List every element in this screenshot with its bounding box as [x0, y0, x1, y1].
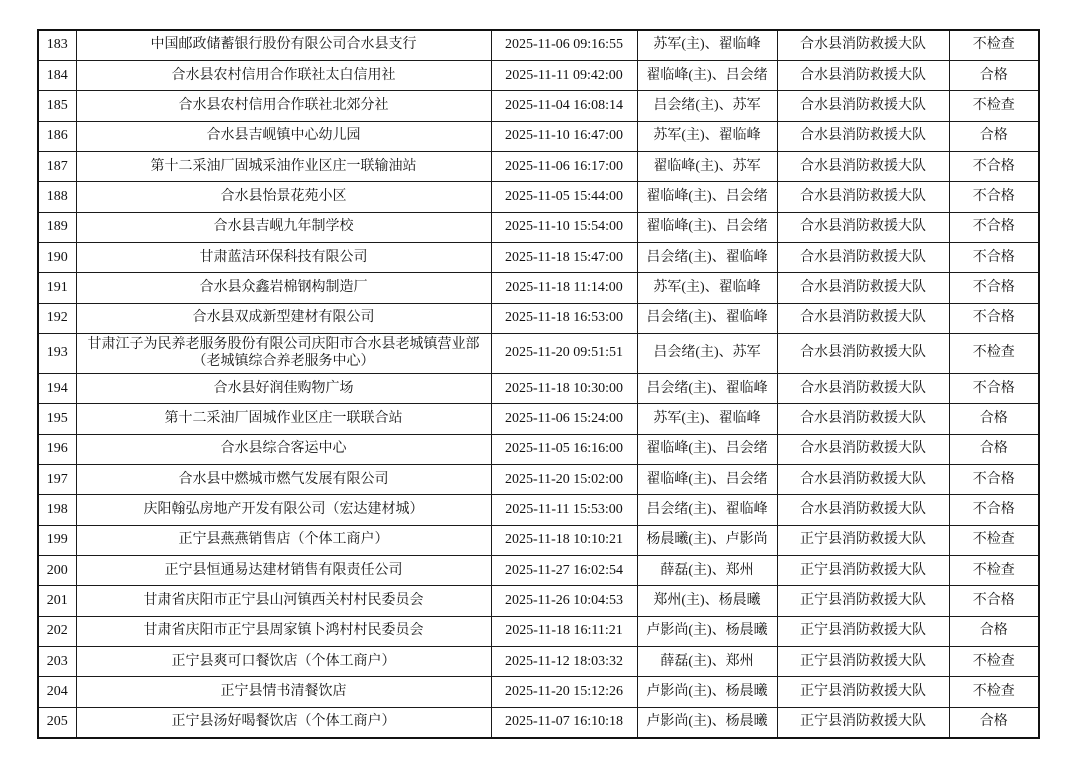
inspection-result-cell: 不合格: [949, 242, 1039, 272]
unit-name-cell: 合水县众鑫岩棉钢构制造厂: [76, 273, 491, 303]
inspectors-cell: 吕会绪(主)、翟临峰: [637, 495, 777, 525]
inspection-result-cell: 不合格: [949, 212, 1039, 242]
inspectors-cell: 吕会绪(主)、翟临峰: [637, 303, 777, 333]
table-row: [38, 464, 1039, 494]
inspection-result-cell: 不合格: [949, 495, 1039, 525]
inspection-time-cell: 2025-11-27 16:02:54: [491, 556, 637, 586]
inspection-result-cell: 不检查: [949, 677, 1039, 707]
row-number-cell: 201: [38, 586, 76, 616]
unit-name-cell: 庆阳翰弘房地产开发有限公司（宏达建材城）: [76, 495, 491, 525]
table-row: [38, 182, 1039, 212]
fire-brigade-cell: 合水县消防救援大队: [777, 464, 949, 494]
inspection-time-cell: 2025-11-06 09:16:55: [491, 30, 637, 60]
inspection-result-cell: 合格: [949, 60, 1039, 90]
inspection-result-cell: 不合格: [949, 182, 1039, 212]
inspectors-cell: 吕会绪(主)、翟临峰: [637, 373, 777, 403]
unit-name-cell: 合水县农村信用合作联社太白信用社: [76, 60, 491, 90]
inspection-time-cell: 2025-11-05 15:44:00: [491, 182, 637, 212]
table-row: [38, 273, 1039, 303]
inspection-result-cell: 不检查: [949, 333, 1039, 373]
fire-brigade-cell: 合水县消防救援大队: [777, 30, 949, 60]
inspectors-cell: 苏军(主)、翟临峰: [637, 273, 777, 303]
inspection-result-cell: 不合格: [949, 303, 1039, 333]
row-number-cell: 197: [38, 464, 76, 494]
row-number-cell: 195: [38, 404, 76, 434]
inspectors-cell: 郑州(主)、杨晨曦: [637, 586, 777, 616]
unit-name-cell: 合水县中燃城市燃气发展有限公司: [76, 464, 491, 494]
row-number-cell: 184: [38, 60, 76, 90]
fire-brigade-cell: 合水县消防救援大队: [777, 434, 949, 464]
unit-name-cell: 中国邮政储蓄银行股份有限公司合水县支行: [76, 30, 491, 60]
row-number-cell: 190: [38, 242, 76, 272]
unit-name-cell: 合水县综合客运中心: [76, 434, 491, 464]
row-number-cell: 183: [38, 30, 76, 60]
inspectors-cell: 薛磊(主)、郑州: [637, 556, 777, 586]
fire-brigade-cell: 正宁县消防救援大队: [777, 707, 949, 737]
inspection-result-cell: 合格: [949, 616, 1039, 646]
fire-brigade-cell: 正宁县消防救援大队: [777, 616, 949, 646]
fire-brigade-cell: 合水县消防救援大队: [777, 212, 949, 242]
inspection-time-cell: 2025-11-26 10:04:53: [491, 586, 637, 616]
table-row: [38, 303, 1039, 333]
row-number-cell: 185: [38, 91, 76, 121]
table-row: [38, 121, 1039, 151]
fire-brigade-cell: 合水县消防救援大队: [777, 303, 949, 333]
row-number-cell: 189: [38, 212, 76, 242]
inspectors-cell: 吕会绪(主)、翟临峰: [637, 242, 777, 272]
inspectors-cell: 翟临峰(主)、吕会绪: [637, 182, 777, 212]
row-number-cell: 192: [38, 303, 76, 333]
row-number-cell: 196: [38, 434, 76, 464]
unit-name-cell: 第十二采油厂固城采油作业区庄一联输油站: [76, 151, 491, 181]
row-number-cell: 198: [38, 495, 76, 525]
inspection-time-cell: 2025-11-20 15:02:00: [491, 464, 637, 494]
unit-name-cell: 甘肃省庆阳市正宁县山河镇西关村村民委员会: [76, 586, 491, 616]
inspection-time-cell: 2025-11-18 15:47:00: [491, 242, 637, 272]
inspectors-cell: 杨晨曦(主)、卢影尚: [637, 525, 777, 555]
inspection-time-cell: 2025-11-10 15:54:00: [491, 212, 637, 242]
table-row: [38, 556, 1039, 586]
inspectors-cell: 苏军(主)、翟临峰: [637, 121, 777, 151]
inspection-time-cell: 2025-11-04 16:08:14: [491, 91, 637, 121]
row-number-cell: 186: [38, 121, 76, 151]
unit-name-cell: 合水县好润佳购物广场: [76, 373, 491, 403]
table-row: [38, 333, 1039, 373]
row-number-cell: 204: [38, 677, 76, 707]
fire-brigade-cell: 合水县消防救援大队: [777, 151, 949, 181]
inspectors-cell: 翟临峰(主)、吕会绪: [637, 464, 777, 494]
table-row: [38, 60, 1039, 90]
inspectors-cell: 卢影尚(主)、杨晨曦: [637, 707, 777, 737]
fire-brigade-cell: 合水县消防救援大队: [777, 91, 949, 121]
unit-name-cell: 甘肃蓝洁环保科技有限公司: [76, 242, 491, 272]
row-number-cell: 205: [38, 707, 76, 737]
inspection-time-cell: 2025-11-18 16:53:00: [491, 303, 637, 333]
row-number-cell: 199: [38, 525, 76, 555]
inspection-time-cell: 2025-11-18 10:30:00: [491, 373, 637, 403]
unit-name-cell: 正宁县燕燕销售店（个体工商户）: [76, 525, 491, 555]
fire-brigade-cell: 合水县消防救援大队: [777, 121, 949, 151]
inspection-time-cell: 2025-11-06 15:24:00: [491, 404, 637, 434]
fire-brigade-cell: 正宁县消防救援大队: [777, 677, 949, 707]
unit-name-cell: 正宁县汤好喝餐饮店（个体工商户）: [76, 707, 491, 737]
inspectors-cell: 翟临峰(主)、吕会绪: [637, 60, 777, 90]
unit-name-cell: 合水县吉岘九年制学校: [76, 212, 491, 242]
fire-brigade-cell: 合水县消防救援大队: [777, 273, 949, 303]
fire-brigade-cell: 合水县消防救援大队: [777, 495, 949, 525]
unit-name-cell: 合水县双成新型建材有限公司: [76, 303, 491, 333]
fire-brigade-cell: 合水县消防救援大队: [777, 333, 949, 373]
inspection-time-cell: 2025-11-18 10:10:21: [491, 525, 637, 555]
fire-brigade-cell: 正宁县消防救援大队: [777, 647, 949, 677]
unit-name-cell: 合水县吉岘镇中心幼儿园: [76, 121, 491, 151]
inspection-time-cell: 2025-11-20 09:51:51: [491, 333, 637, 373]
inspection-result-cell: 不检查: [949, 30, 1039, 60]
inspectors-cell: 苏军(主)、翟临峰: [637, 30, 777, 60]
fire-brigade-cell: 正宁县消防救援大队: [777, 556, 949, 586]
inspection-result-cell: 不合格: [949, 273, 1039, 303]
inspection-result-cell: 不检查: [949, 647, 1039, 677]
inspection-time-cell: 2025-11-07 16:10:18: [491, 707, 637, 737]
unit-name-cell: 合水县怡景花苑小区: [76, 182, 491, 212]
table-row: [38, 373, 1039, 403]
inspection-result-cell: 不合格: [949, 464, 1039, 494]
unit-name-cell: 甘肃江子为民养老服务股份有限公司庆阳市合水县老城镇营业部 （老城镇综合养老服务中心）: [76, 333, 491, 373]
fire-brigade-cell: 合水县消防救援大队: [777, 404, 949, 434]
row-number-cell: 200: [38, 556, 76, 586]
inspection-result-cell: 合格: [949, 121, 1039, 151]
inspection-result-cell: 合格: [949, 707, 1039, 737]
unit-name-cell: 正宁县恒通易达建材销售有限责任公司: [76, 556, 491, 586]
inspectors-cell: 翟临峰(主)、苏军: [637, 151, 777, 181]
inspection-time-cell: 2025-11-05 16:16:00: [491, 434, 637, 464]
inspection-result-cell: 不合格: [949, 373, 1039, 403]
row-number-cell: 188: [38, 182, 76, 212]
inspection-result-cell: 不合格: [949, 151, 1039, 181]
table-row: [38, 616, 1039, 646]
inspectors-cell: 吕会绪(主)、苏军: [637, 333, 777, 373]
inspection-result-cell: 合格: [949, 434, 1039, 464]
table-row: [38, 586, 1039, 616]
inspection-time-cell: 2025-11-11 15:53:00: [491, 495, 637, 525]
row-number-cell: 187: [38, 151, 76, 181]
inspection-result-cell: 不合格: [949, 586, 1039, 616]
inspection-records-table: [37, 29, 1040, 739]
inspection-time-cell: 2025-11-12 18:03:32: [491, 647, 637, 677]
inspectors-cell: 苏军(主)、翟临峰: [637, 404, 777, 434]
inspection-result-cell: 合格: [949, 404, 1039, 434]
inspection-result-cell: 不检查: [949, 556, 1039, 586]
inspection-time-cell: 2025-11-11 09:42:00: [491, 60, 637, 90]
table-row: [38, 404, 1039, 434]
inspection-time-cell: 2025-11-18 11:14:00: [491, 273, 637, 303]
fire-brigade-cell: 合水县消防救援大队: [777, 242, 949, 272]
table-row: [38, 242, 1039, 272]
inspection-time-cell: 2025-11-20 15:12:26: [491, 677, 637, 707]
inspectors-cell: 薛磊(主)、郑州: [637, 647, 777, 677]
inspection-time-cell: 2025-11-18 16:11:21: [491, 616, 637, 646]
inspection-result-cell: 不检查: [949, 91, 1039, 121]
fire-brigade-cell: 合水县消防救援大队: [777, 182, 949, 212]
fire-brigade-cell: 合水县消防救援大队: [777, 60, 949, 90]
inspectors-cell: 翟临峰(主)、吕会绪: [637, 434, 777, 464]
table-row: [38, 677, 1039, 707]
inspectors-cell: 翟临峰(主)、吕会绪: [637, 212, 777, 242]
unit-name-cell: 甘肃省庆阳市正宁县周家镇卜鸿村村民委员会: [76, 616, 491, 646]
row-number-cell: 202: [38, 616, 76, 646]
inspectors-cell: 卢影尚(主)、杨晨曦: [637, 616, 777, 646]
inspectors-cell: 卢影尚(主)、杨晨曦: [637, 677, 777, 707]
table-row: [38, 647, 1039, 677]
row-number-cell: 203: [38, 647, 76, 677]
inspection-time-cell: 2025-11-10 16:47:00: [491, 121, 637, 151]
inspection-result-cell: 不检查: [949, 525, 1039, 555]
table-row: [38, 151, 1039, 181]
inspectors-cell: 吕会绪(主)、苏军: [637, 91, 777, 121]
table-row: [38, 212, 1039, 242]
table-row: [38, 707, 1039, 737]
unit-name-cell: 合水县农村信用合作联社北郊分社: [76, 91, 491, 121]
records-table-body: [38, 30, 1039, 738]
table-row: [38, 525, 1039, 555]
unit-name-cell: 正宁县情书清餐饮店: [76, 677, 491, 707]
row-number-cell: 193: [38, 333, 76, 373]
unit-name-cell: 正宁县爽可口餐饮店（个体工商户）: [76, 647, 491, 677]
table-row: [38, 434, 1039, 464]
inspection-time-cell: 2025-11-06 16:17:00: [491, 151, 637, 181]
fire-brigade-cell: 正宁县消防救援大队: [777, 586, 949, 616]
row-number-cell: 194: [38, 373, 76, 403]
table-row: [38, 91, 1039, 121]
unit-name-cell: 第十二采油厂固城作业区庄一联联合站: [76, 404, 491, 434]
table-row: [38, 495, 1039, 525]
fire-brigade-cell: 合水县消防救援大队: [777, 373, 949, 403]
fire-brigade-cell: 正宁县消防救援大队: [777, 525, 949, 555]
table-row: [38, 30, 1039, 60]
row-number-cell: 191: [38, 273, 76, 303]
